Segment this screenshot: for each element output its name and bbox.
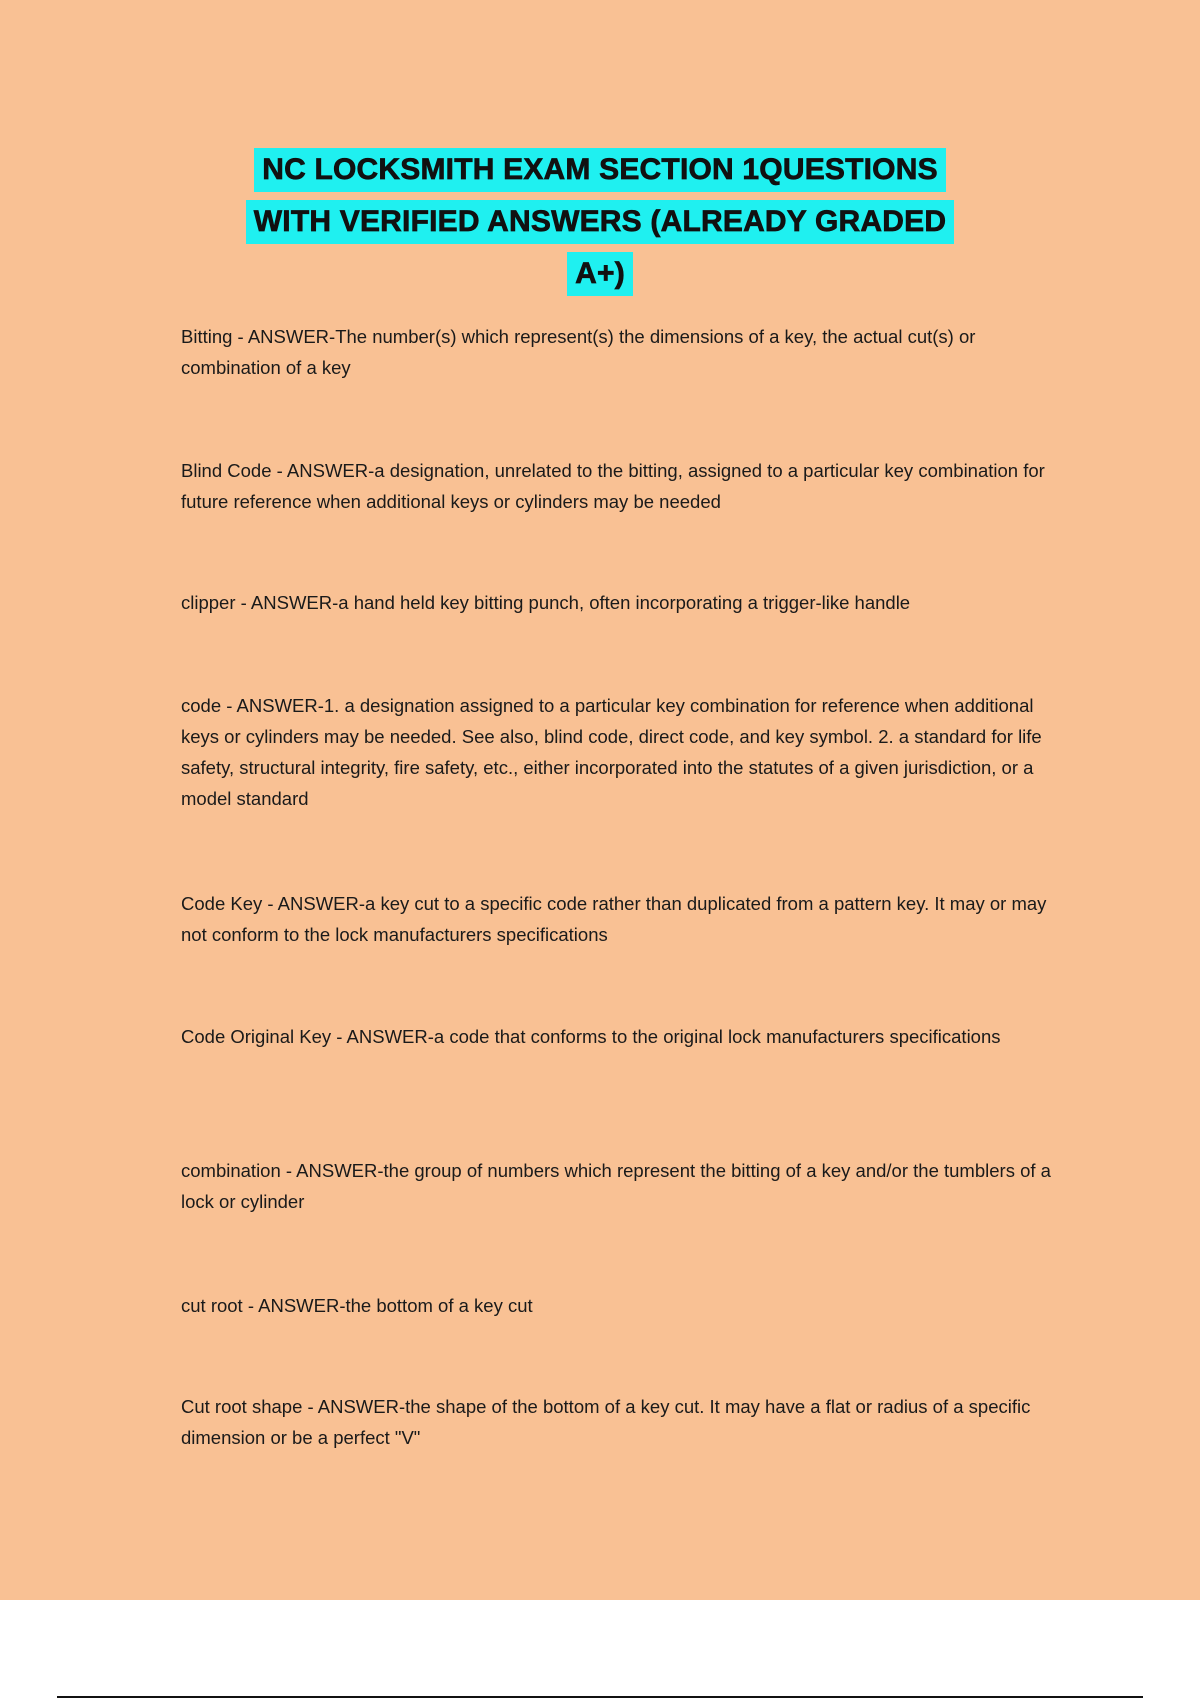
qa-entry-bitting: Bitting - ANSWER-The number(s) which represent(s) the dimensions of a key, the actual cut(s) or combination of a key [181, 326, 976, 378]
footer-divider [57, 1696, 1143, 1698]
title-line-3: A+) [567, 252, 633, 296]
qa-entry-cut-root: cut root - ANSWER-the bottom of a key cut [181, 1295, 533, 1316]
qa-entry-clipper: clipper - ANSWER-a hand held key bitting punch, often incorporating a trigger-like handle [181, 592, 911, 613]
qa-entry-code-original-key: Code Original Key - ANSWER-a code that conforms to the original lock manufacturers specifications [181, 1026, 1001, 1047]
qa-entry-code-key: Code Key - ANSWER-a key cut to a specific code rather than duplicated from a pattern key. It may or may not conform to the lock manufacturers specifications [181, 893, 1047, 945]
title-line-2: WITH VERIFIED ANSWERS (ALREADY GRADED [246, 200, 954, 244]
title-line-1: NC LOCKSMITH EXAM SECTION 1QUESTIONS [254, 148, 946, 192]
qa-entry-combination: combination - ANSWER-the group of numbers which represent the bitting of a key and/or the tumblers of a lock or cylinder [181, 1160, 1051, 1212]
document-title [0, 148, 1200, 304]
qa-entry-cut-root-shape: Cut root shape - ANSWER-the shape of the bottom of a key cut. It may have a flat or radius of a specific dimension or be a perfect "V" [181, 1396, 1031, 1448]
qa-entry-code: code - ANSWER-1. a designation assigned to a particular key combination for reference when additional keys or cylinders may be needed. See also, blind code, direct code, and key symbol. 2. a standard for life safety, structural integrity, fire safety, etc., either incorporated into the statutes of a given jurisdiction, or a model standard [181, 695, 1042, 809]
qa-entry-blind-code: Blind Code - ANSWER-a designation, unrelated to the bitting, assigned to a particular key combination for future reference when additional keys or cylinders may be needed [181, 460, 1045, 512]
